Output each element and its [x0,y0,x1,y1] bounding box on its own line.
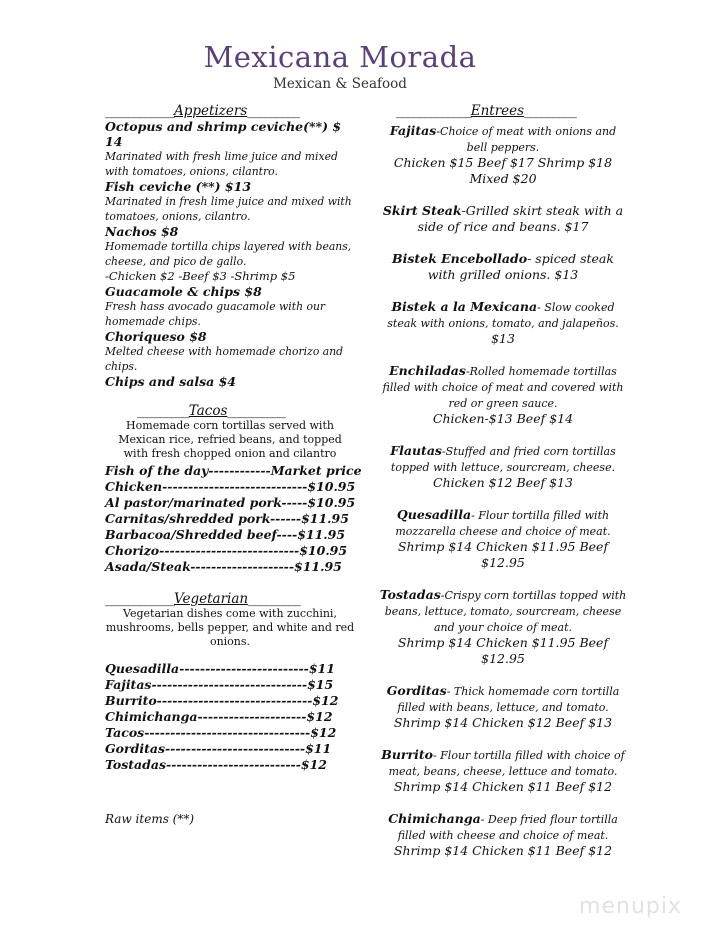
list-item: Tacos--------------------------------$12 [105,725,337,740]
list-item: Tostadas--------------------------$12 [105,757,327,772]
restaurant-subtitle: Mexican & Seafood [273,76,407,92]
list-item: Al pastor/marinated pork-----$10.95 [105,495,356,510]
list-item: Gorditas---------------------------$11 [105,741,332,756]
appetizer-item: Choriqueso $8 Melted cheese with homemade chorizo and chips. [105,329,344,373]
entree-item: Enchiladas-Rolled homemade tortillas filled with choice of meat and covered with red or green sauce. Chicken-$13 Beef $14 [382,363,624,426]
list-item: Fajitas------------------------------$15 [105,677,334,692]
tacos-heading: _________Tacos__________ [137,403,285,419]
entree-item: Fajitas-Choice of meat with onions and bell peppers. Chicken $15 Beef $17 Shrimp $18 Mixed $20 [389,123,617,186]
list-item: Chicken----------------------------$10.95 [105,479,356,494]
appetizer-item: Nachos $8 Homemade tortilla chips layered with beans, cheese, and pico de gallo. -Chicken $2 -Beef $3 -Shrimp $5 [105,224,352,283]
appetizers-heading: ____________Appetizers_________ [105,103,299,119]
entree-item: Bistek a la Mexicana- Slow cooked steak with onions, tomato, and jalapeños. $13 [387,299,619,346]
vegetarian-list [105,661,355,773]
entree-item: Burrito- Flour tortilla filled with choice of meat, beans, cheese, lettuce and tomato. Shrimp $14 Chicken $11 Beef $12 [381,747,625,794]
raw-items-note: Raw items (**) [105,812,195,826]
tacos-intro: Homemade corn tortillas served with Mexican rice, refried beans, and topped with fresh chopped onion and cilantro [118,419,342,460]
list-item: Fish of the day------------Market price [105,463,362,478]
entree-item: Bistek Encebollado- spiced steak with grilled onions. $13 [392,251,614,282]
appetizer-item: Guacamole & chips $8 Fresh hass avocado guacamole with our homemade chips. [105,284,326,328]
appetizer-item: Octopus and shrimp ceviche(**) $ 14 Marinated with fresh lime juice and mixed with tomatoes, onions, cilantro. [105,119,342,178]
right-column [378,103,628,875]
entrees-heading: _____________Entrees_________ [396,103,576,119]
list-item: Carnitas/shredded pork------$11.95 [105,511,349,526]
vegetarian-heading: ____________Vegetarian_________ [105,591,300,607]
appetizer-item: Fish ceviche (**) $13 Marinated in fresh lime juice and mixed with tomatoes, onions, cilantro. [105,179,352,223]
list-item: Chimichanga---------------------$12 [105,709,333,724]
list-item: Burrito------------------------------$12 [105,693,339,708]
list-item: Asada/Steak--------------------$11.95 [105,559,342,574]
list-item: Barbacoa/Shredded beef----$11.95 [105,527,346,542]
list-item: Quesadilla-------------------------$11 [105,661,335,676]
tacos-list [105,463,362,575]
appetizer-item: Chips and salsa $4 [105,374,236,389]
entree-item: Skirt Steak-Grilled skirt steak with a side of rice and beans. $17 [382,203,624,234]
watermark: menupix [579,894,682,919]
left-column [105,103,362,773]
vegetarian-intro: Vegetarian dishes come with zucchini, mushrooms, bells pepper, and white and red onions. [105,607,355,648]
restaurant-title: Mexicana Morada [203,40,477,74]
entree-item: Quesadilla- Flour tortilla filled with mozzarella cheese and choice of meat. Shrimp $14 Chicken $11.95 Beef $12.95 [395,507,611,570]
entree-item: Chimichanga- Deep fried flour tortilla filled with cheese and choice of meat. Shrimp $14 Chicken $11 Beef $12 [388,811,618,858]
entree-item: Gorditas- Thick homemade corn tortilla filled with beans, lettuce, and tomato. Shrimp $14 Chicken $12 Beef $13 [386,683,620,730]
entree-item: Flautas-Stuffed and fried corn tortillas topped with lettuce, sourcream, cheese. Chicken $12 Beef $13 [390,443,616,490]
entree-item: Tostadas-Crispy corn tortillas topped with beans, lettuce, tomato, sourcream, cheese and your choice of meat. Shrimp $14 Chicken $11.95 Beef $12.95 [379,587,627,666]
list-item: Chorizo---------------------------$10.95 [105,543,348,558]
